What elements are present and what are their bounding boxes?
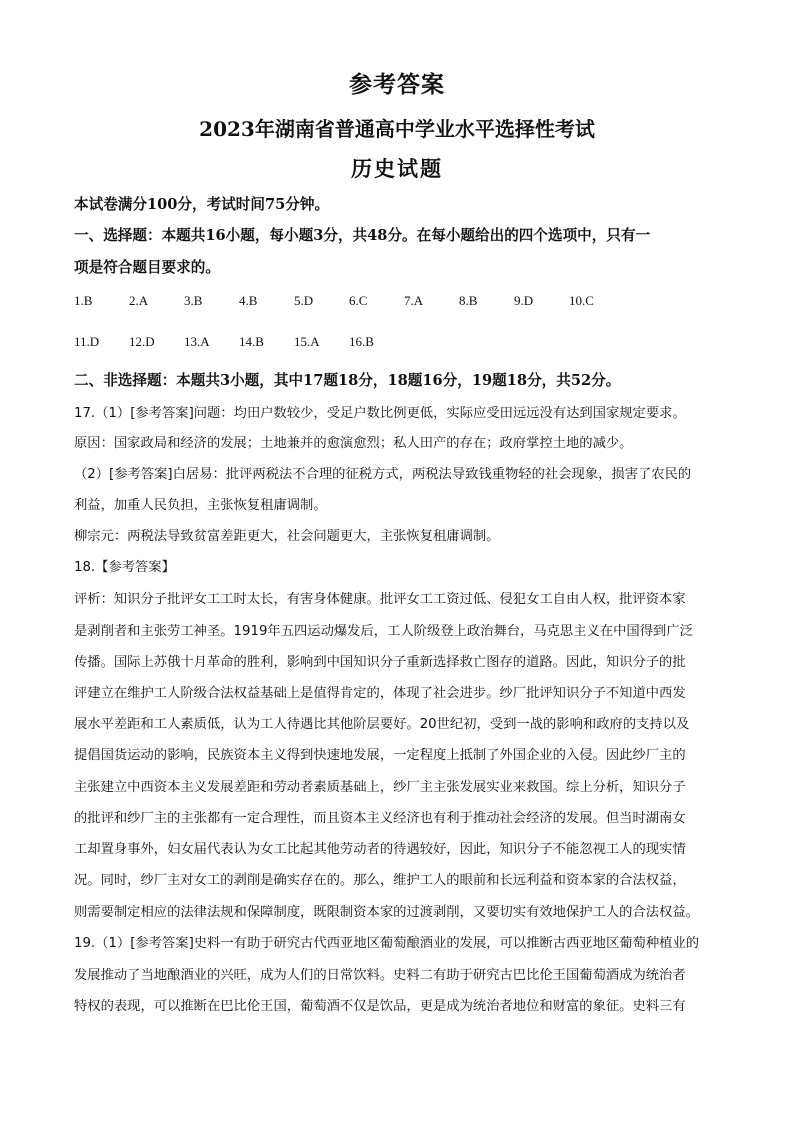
q18-label: 18.【参考答案】 xyxy=(74,560,175,575)
q18-line: 则需要制定相应的法律法规和保障制度，既限制资本家的过渡剥削，又要切实有效地保护工人的合法权益。 xyxy=(74,905,699,920)
answer-item: 10.C xyxy=(569,293,594,308)
answer-item: 13.A xyxy=(184,334,210,349)
q17-line: 17.（1）[参考答案]问题：均田户数较少，受足户数比例更低，实际应受田远远没有达到国家规定要求。 xyxy=(74,406,686,421)
exam-name: 2023年湖南省普通高中学业水平选择性考试 xyxy=(199,117,595,141)
answer-item: 15.A xyxy=(294,334,320,349)
q18-line: 主张建立中西资本主义发展差距和劳动者素质基础上，纱厂主主张发展实业来救国。综上分析，知识分子 xyxy=(74,780,686,795)
q18-line: 提倡国货运动的影响，民族资本主义得到快速地发展，一定程度上抵制了外国企业的入侵。因此纱厂主的 xyxy=(74,748,686,763)
section1-heading: 一、选择题：本题共16小题，每小题3分，共48分。在每小题给出的四个选项中，只有一 xyxy=(74,227,651,244)
answer-row-1 xyxy=(74,293,624,309)
q17-line: （2）[参考答案]白居易：批评两税法不合理的征税方式，两税法导致钱重物轻的社会现象，损害了农民的 xyxy=(74,467,692,482)
answer-item: 4.B xyxy=(239,293,258,308)
q18-line: 传播。国际上苏俄十月革命的胜利，影响到中国知识分子重新选择救亡图存的道路。因此，知识分子的批 xyxy=(74,655,686,670)
q18-line: 的批评和纱厂主的主张都有一定合理性，而且资本主义经济也有利于推动社会经济的发展。但当时湖南女 xyxy=(74,811,686,826)
answer-item: 2.A xyxy=(129,293,149,308)
answer-item: 7.A xyxy=(404,293,424,308)
subject-title: 历史试题 xyxy=(351,156,443,181)
section1-heading-cont: 项是符合题目要求的。 xyxy=(74,259,220,276)
answer-item: 14.B xyxy=(239,334,264,349)
q18-line: 是剥削者和主张劳工神圣。1919年五四运动爆发后，工人阶级登上政治舞台，马克思主义在中国得到广泛 xyxy=(74,624,693,639)
answer-item: 12.D xyxy=(129,334,155,349)
answer-item: 1.B xyxy=(74,293,93,308)
q19-line: 发展推动了当地酿酒业的兴旺，成为人们的日常饮料。史料二有助于研究古巴比伦王国葡萄酒成为统治者 xyxy=(74,968,686,983)
q17-line: 原因：国家政局和经济的发展；土地兼并的愈演愈烈；私人田产的存在；政府掌控土地的减少。 xyxy=(74,436,633,451)
answer-item: 8.B xyxy=(459,293,478,308)
q18-line: 况。同时，纱厂主对女工的剥削是确实存在的。那么，维护工人的眼前和长远利益和资本家的合法权益， xyxy=(74,873,686,888)
page-title: 参考答案 xyxy=(349,71,445,98)
answer-row-2 xyxy=(74,334,404,350)
answer-item: 16.B xyxy=(349,334,374,349)
q17-line: 利益，加重人民负担，主张恢复租庸调制。 xyxy=(74,498,327,513)
q18-line: 评建立在维护工人阶级合法权益基础上是值得肯定的，体现了社会进步。纱厂批评知识分子不知道中西发 xyxy=(74,686,686,701)
answer-item: 9.D xyxy=(514,293,534,308)
q19-line: 19.（1）[参考答案]史料一有助于研究古代西亚地区葡萄酿酒业的发展，可以推断古西亚地区葡萄种植业的 xyxy=(74,936,700,951)
q18-line: 评析：知识分子批评女工工时太长，有害身体健康。批评女工工资过低、侵犯女工自由人权，批评资本家 xyxy=(74,592,686,607)
answer-item: 3.B xyxy=(184,293,203,308)
q17-line: 柳宗元：两税法导致贫富差距更大，社会问题更大，主张恢复租庸调制。 xyxy=(74,529,500,544)
q18-line: 工却置身事外，妇女届代表认为女工比起其他劳动者的待遇较好，因此，知识分子不能忽视工人的现实情 xyxy=(74,842,686,857)
section2-heading: 二、非选择题：本题共3小题，其中17题18分，18题16分，19题18分，共52分。 xyxy=(74,372,621,389)
answer-item: 6.C xyxy=(349,293,368,308)
exam-intro: 本试卷满分100分，考试时间75分钟。 xyxy=(74,196,330,213)
answer-item: 11.D xyxy=(74,334,100,349)
answer-item: 5.D xyxy=(294,293,314,308)
q19-line: 特权的表现，可以推断在巴比伦王国，葡萄酒不仅是饮品，更是成为统治者地位和财富的象征。史料三有 xyxy=(74,999,686,1014)
q18-line: 展水平差距和工人素质低，认为工人待遇比其他阶层要好。20世纪初，受到一战的影响和政府的支持以及 xyxy=(74,717,690,732)
